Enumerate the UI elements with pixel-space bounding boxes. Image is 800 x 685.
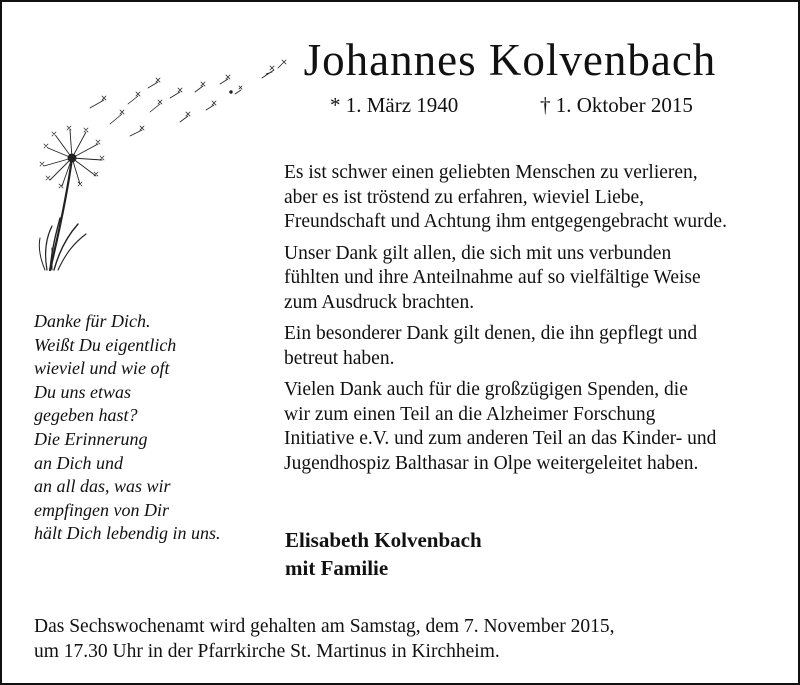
deceased-name: Johannes Kolvenbach — [303, 35, 717, 85]
paragraph-1 — [284, 161, 784, 235]
poem-line: Weißt Du eigentlich — [34, 334, 177, 355]
text-line: wir zum einen Teil an die Alzheimer Forschung — [284, 403, 656, 425]
text-line: Freundschaft und Achtung ihm entgegengebracht wurde. — [284, 211, 727, 232]
footer-line: um 17.30 Uhr in der Pfarrkirche St. Martinus in Kirchheim. — [34, 641, 500, 662]
text-line: Es ist schwer einen geliebten Menschen zu verlieren, — [284, 162, 698, 183]
poem-line: wieviel und wie oft — [34, 358, 170, 379]
text-line: Jugendhospiz Balthasar in Olpe weitergeleitet haben. — [284, 452, 699, 474]
text-line: aber es ist tröstend zu erfahren, wieviel Liebe, — [284, 186, 645, 208]
service-announcement — [34, 614, 615, 664]
poem-line: empfingen von Dir — [34, 499, 169, 520]
poem-line: Die Erinnerung — [34, 428, 148, 449]
death-date: † 1. Oktober 2015 — [540, 93, 693, 117]
poem-line: Danke für Dich. — [34, 311, 151, 331]
thank-you-text — [284, 161, 784, 483]
text-line: betreut haben. — [284, 347, 395, 369]
poem-line: an Dich und — [34, 452, 123, 473]
text-line: fühlten und ihre Anteilnahme auf so vielfältige Weise — [284, 267, 701, 288]
signature-name: Elisabeth Kolvenbach — [285, 528, 482, 552]
poem-line: gegeben hast? — [34, 405, 138, 426]
text-line: Initiative e.V. und zum anderen Teil an das Kinder- und — [284, 428, 717, 449]
text-line: zum Ausdruck brachten. — [284, 291, 475, 313]
signature — [285, 526, 482, 582]
poem — [34, 310, 294, 546]
paragraph-2 — [284, 242, 784, 316]
birth-date: * 1. März 1940 — [330, 93, 459, 117]
poem-line: an all das, was wir — [34, 476, 171, 497]
paragraph-4 — [284, 378, 784, 476]
poem-line: Du uns etwas — [34, 381, 132, 402]
footer-line: Das Sechswochenamt wird gehalten am Samstag, dem 7. November 2015, — [34, 616, 615, 637]
dandelion-icon — [30, 48, 300, 276]
signature-family: mit Familie — [285, 556, 389, 580]
text-line: Vielen Dank auch für die großzügigen Spenden, die — [284, 379, 688, 400]
text-line: Unser Dank gilt allen, die sich mit uns verbunden — [284, 242, 672, 264]
paragraph-3 — [284, 322, 784, 371]
poem-line: hält Dich lebendig in uns. — [34, 523, 221, 544]
text-line: Ein besonderer Dank gilt denen, die ihn gepflegt und — [284, 323, 698, 344]
